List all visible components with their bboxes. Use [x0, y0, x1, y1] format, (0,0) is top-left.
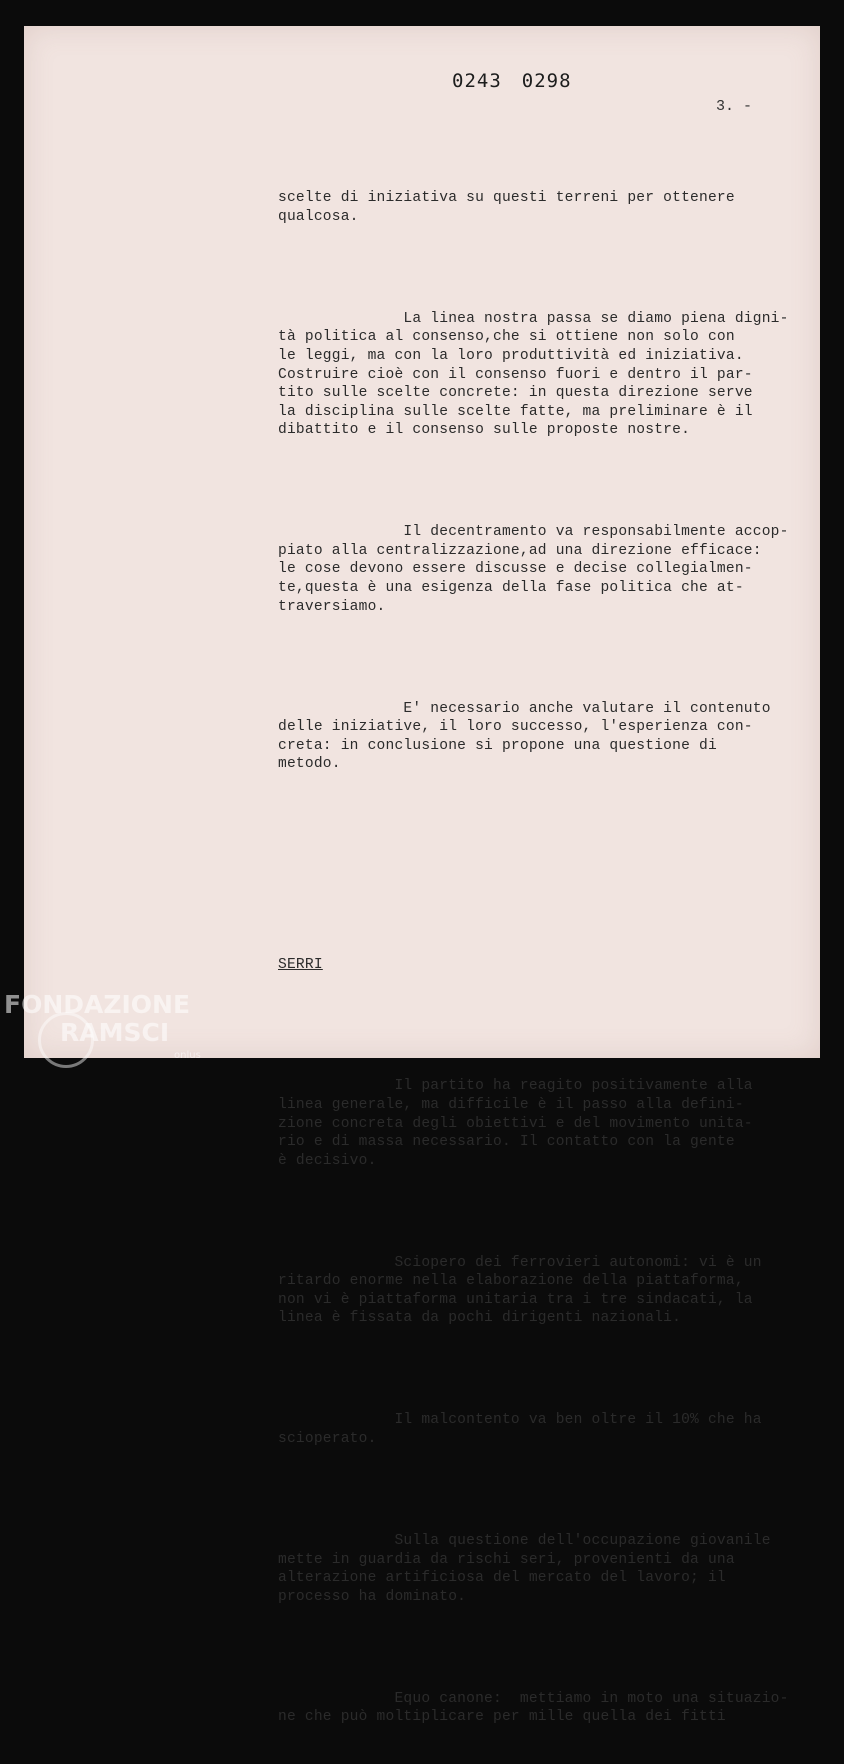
body-text: [278, 152, 818, 1764]
document-page: [24, 26, 820, 1726]
paragraph: Il decentramento va responsabilmente accop- piato alla centralizzazione,ad una direzione efficace: le cose devono essere discusse e decise collegialmen- te,questa è una esigenza della fase politica che at- traversiamo.: [278, 524, 789, 615]
page-index: 3. -: [716, 98, 753, 115]
speaker-heading: SERRI: [278, 957, 323, 974]
watermark-small: onlus: [174, 1050, 201, 1061]
paragraph: Equo canone: mettiamo in moto una situazio- ne che può moltiplicare per mille quella dei fitti: [278, 1690, 789, 1726]
paragraph: scelte di iniziativa su questi terreni per ottenere qualcosa.: [278, 190, 735, 225]
fondazione-gramsci-watermark: [4, 990, 214, 1070]
paragraph: Il partito ha reagito positivamente alla linea generale, ma difficile è il passo alla defini- zione concreta degli obiettivi e del movimento unita- rio e di massa necessario. Il contatto con la gente è decisivo.: [278, 1078, 753, 1169]
paragraph: La linea nostra passa se diamo piena digni- tà politica al consenso,che si ottiene non solo con le leggi, ma con la loro produttività ed iniziativa. Costruire cioè con il consenso fuori e dentro il par- tito sulle scelte concrete: in questa direzione serve la disciplina sulle scelte fatte, ma preliminare è il dibattito e il consenso sulle proposte nostre.: [278, 310, 789, 439]
paragraph: E' necessario anche valutare il contenuto delle iniziative, il loro successo, l'esperienza con- creta: in conclusione si propone una questione di metodo.: [278, 700, 771, 773]
paragraph: Il malcontento va ben oltre il 10% che ha scioperato.: [278, 1412, 762, 1448]
archive-number-1: 0243: [452, 70, 502, 92]
archive-number: [452, 70, 592, 92]
paragraph: Sciopero dei ferrovieri autonomi: vi è un ritardo enorme nella elaborazione della piattaforma, non vi è piattaforma unitaria tra i tre sindacati, la linea è fissata da pochi dirigenti nazionali.: [278, 1254, 762, 1327]
archive-number-2: 0298: [521, 70, 572, 92]
watermark-line1: FONDAZIONE: [4, 990, 191, 1019]
watermark-line2: RAMSCI: [60, 1018, 170, 1047]
paragraph: Sulla questione dell'occupazione giovanile mette in guardia da rischi seri, provenienti da una alterazione artificiosa del mercato del lavoro; il processo ha dominato.: [278, 1533, 771, 1605]
